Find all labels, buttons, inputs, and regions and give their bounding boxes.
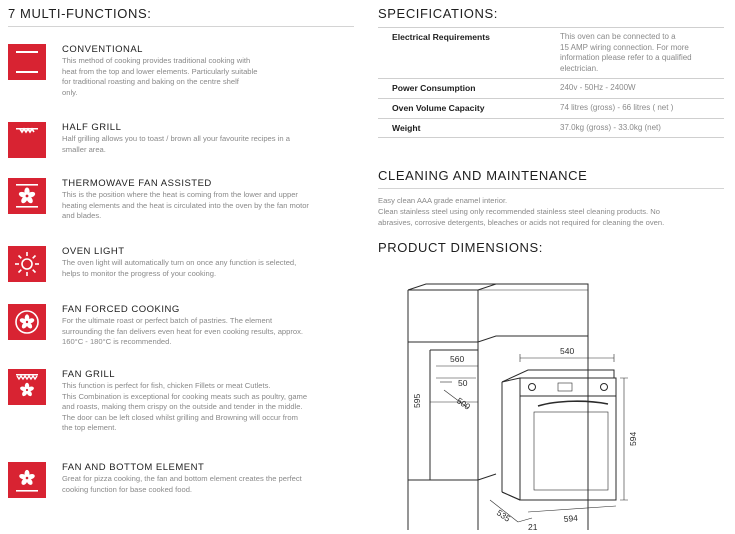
- spec-label: Power Consumption: [378, 79, 560, 99]
- multi-functions-title: 7 MULTI-FUNCTIONS:: [8, 6, 152, 21]
- specifications-table: [378, 27, 724, 138]
- spec-value: This oven can be connected to a 15 AMP wiring connection. For more information please refer to a qualified electrician.: [560, 28, 724, 79]
- function-name: FAN FORCED COOKING: [62, 304, 180, 315]
- function-description: This is the position where the heat is coming from the lower and upper heating elements and the heat is circulated into the oven by the fan motor and blades.: [62, 190, 309, 221]
- fan-grill-icon: [8, 369, 46, 405]
- multi-functions-section: [8, 6, 354, 494]
- light-icon: [8, 246, 46, 282]
- function-name: FAN AND BOTTOM ELEMENT: [62, 462, 205, 473]
- fan-forced-icon: [8, 304, 46, 340]
- table-row: [378, 118, 724, 138]
- half-grill-icon: [8, 122, 46, 158]
- fan-icon: [8, 178, 46, 214]
- dim-595-label: 595: [412, 393, 422, 408]
- specifications-title: SPECIFICATIONS:: [378, 6, 498, 21]
- conventional-icon: [8, 44, 46, 80]
- fan-bottom-icon: [8, 462, 46, 498]
- table-row: [378, 98, 724, 118]
- dim-535-label: 535: [494, 507, 513, 524]
- dim-50-label: 50: [458, 378, 468, 388]
- divider: [8, 26, 354, 27]
- function-name: OVEN LIGHT: [62, 246, 125, 257]
- spec-label: Oven Volume Capacity: [378, 98, 560, 118]
- spec-label: Electrical Requirements: [378, 28, 560, 79]
- function-name: CONVENTIONAL: [62, 44, 143, 55]
- table-row: [378, 28, 724, 79]
- function-name: FAN GRILL: [62, 369, 116, 380]
- dim-500-label: 500: [454, 395, 473, 412]
- dim-560-label: 560: [450, 354, 465, 364]
- dim-594-width-label: 594: [563, 512, 579, 524]
- function-description: This method of cooking provides traditional cooking with heat from the top and lower elements. Particularly suitable for traditional roasting and baking on the centre shelf only.: [62, 56, 258, 97]
- spec-value: 37.0kg (gross) - 33.0kg (net): [560, 118, 724, 138]
- dimensions-title: PRODUCT DIMENSIONS:: [378, 240, 544, 256]
- function-description: Great for pizza cooking, the fan and bottom element creates the perfect cooking function for base cooked food.: [62, 474, 302, 494]
- dim-594-height-label: 594: [628, 431, 638, 446]
- function-description: Half grilling allows you to toast / brown all your favourite recipes in a smaller area.: [62, 134, 290, 154]
- function-description: The oven light will automatically turn on once any function is selected, helps to monitor the progress of your cooking.: [62, 258, 297, 278]
- function-name: THERMOWAVE FAN ASSISTED: [62, 178, 212, 189]
- cleaning-text: Easy clean AAA grade enamel interior. Clean stainless steel using only recommended stainless steel cleaning products. No abrasives, corrosive detergents, bleaches or acids not required for cleaning the oven.: [378, 196, 665, 228]
- spec-label: Weight: [378, 118, 560, 138]
- product-dimensions-drawing: [378, 282, 724, 532]
- table-row: [378, 79, 724, 99]
- function-description: For the ultimate roast or perfect batch of pastries. The element surrounding the fan delivers even heat for even cooking results, approx. 160°C - 180°C is recommended.: [62, 316, 304, 347]
- spec-value: 74 litres (gross) - 66 litres ( net ): [560, 98, 724, 118]
- spec-value: 240v - 50Hz - 2400W: [560, 79, 724, 99]
- function-name: HALF GRILL: [62, 122, 122, 133]
- function-description: This function is perfect for fish, chicken Fillets or meat Cutlets. This Combination is exceptional for cooking meats such as poultry, game and roasts, making them crispy on the outside and tender in the middle. The door can be left closed whilst grilling and Browning will occur from the top element.: [62, 381, 308, 433]
- specifications-column: [378, 6, 724, 532]
- dim-21-label: 21: [528, 522, 538, 532]
- cleaning-title: CLEANING AND MAINTENANCE: [378, 168, 588, 184]
- dim-540-label: 540: [560, 346, 575, 356]
- divider: [378, 188, 724, 189]
